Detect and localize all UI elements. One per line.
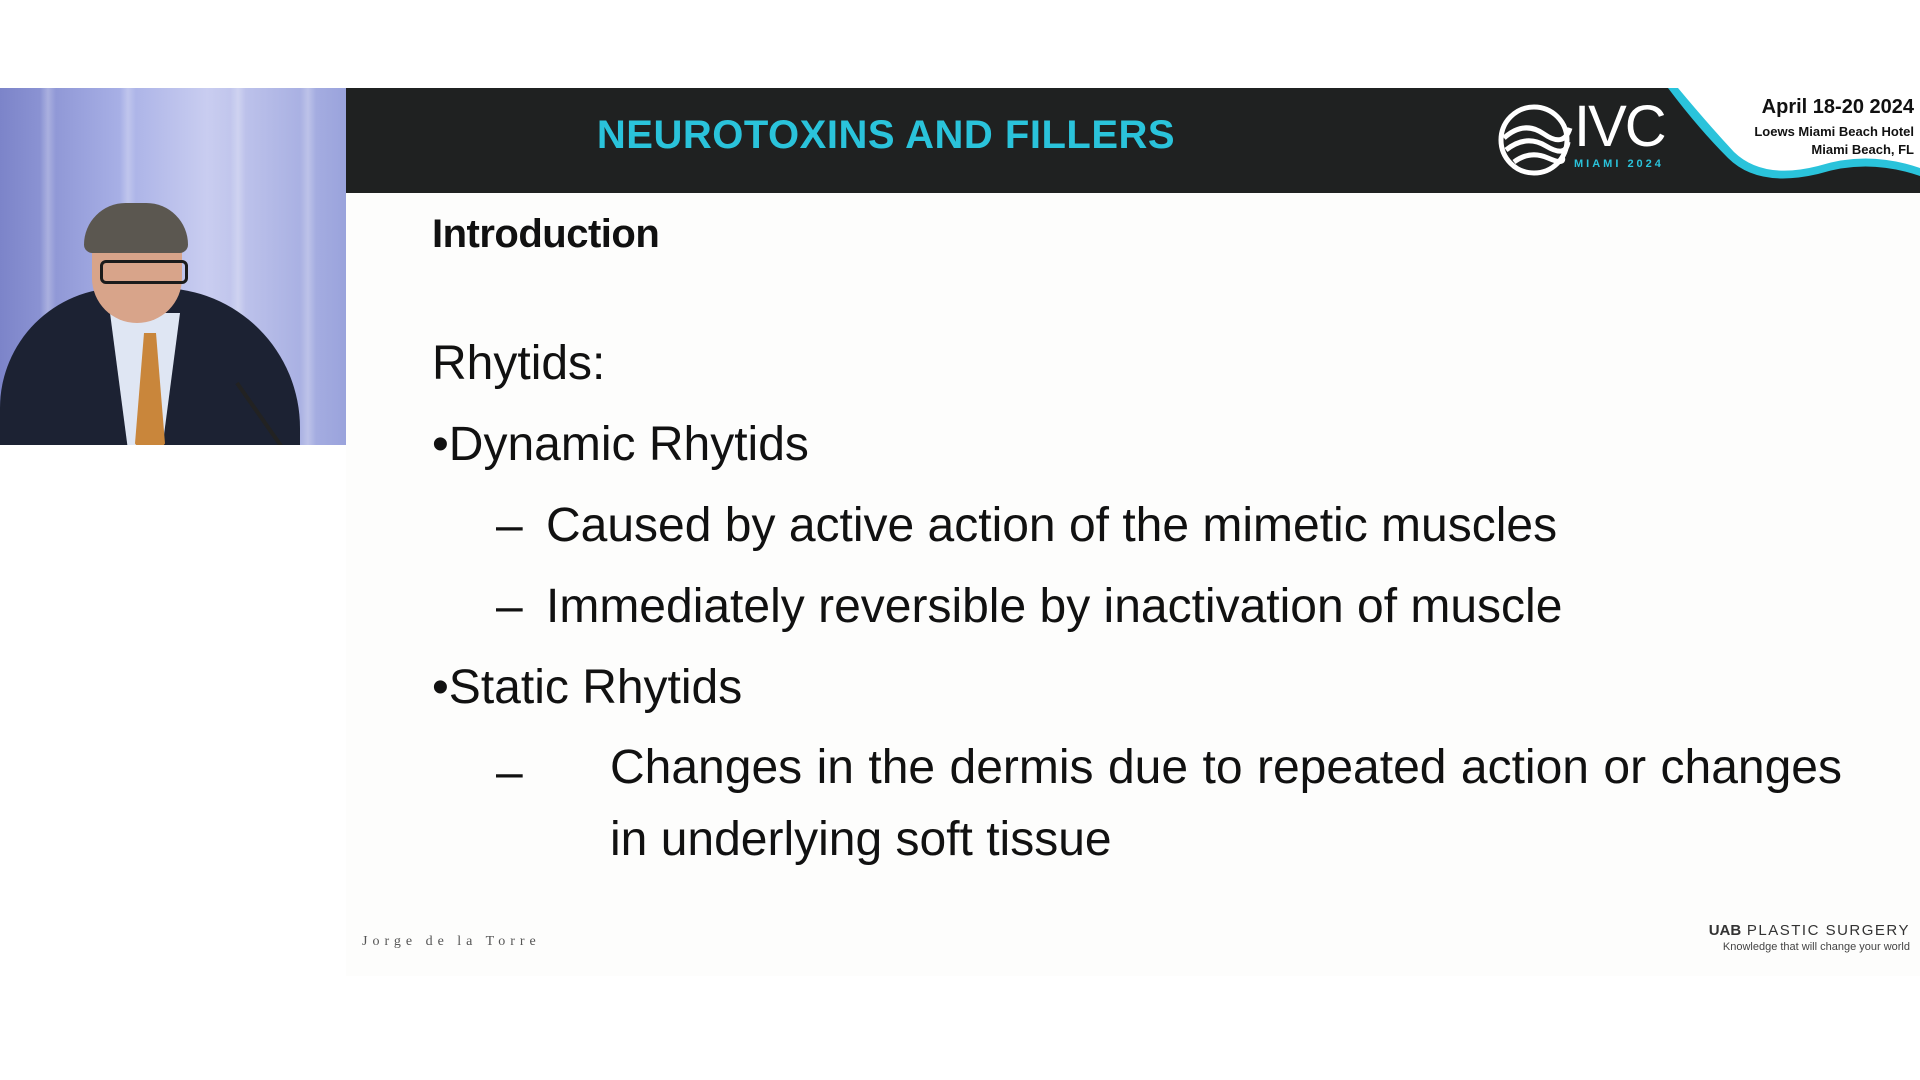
dash-marker: –: [496, 580, 523, 633]
uab-logo: [1709, 922, 1910, 953]
presenter-name: Jorge de la Torre: [362, 934, 541, 949]
logo-text: IVC: [1574, 94, 1665, 159]
dash-marker: –: [496, 499, 523, 552]
uab-brand-line: [1709, 922, 1910, 939]
event-badge: [1668, 88, 1920, 188]
slide-heading: Rhytids:: [432, 337, 606, 390]
sub-bullet-text: Changes in the dermis due to repeated action or changes in underlying soft tissue: [610, 741, 1842, 866]
sub-bullet: [432, 566, 1842, 647]
bullet-static: •Static Rhytids: [432, 661, 743, 714]
event-dates: April 18-20 2024: [1761, 96, 1914, 118]
bullet-dynamic: •Dynamic Rhytids: [432, 418, 809, 471]
uab-brand-bold: UAB: [1708, 922, 1742, 939]
dash-marker: –: [496, 746, 523, 799]
section-title: Introduction: [432, 212, 660, 256]
logo-subtext: MIAMI 2024: [1574, 158, 1664, 170]
speaker-glasses: [100, 260, 188, 284]
uab-tagline: Knowledge that will change your world: [1722, 941, 1910, 953]
sub-bullet: [432, 485, 1842, 566]
speaker-hair: [84, 203, 188, 253]
sub-bullet-text: Caused by active action of the mimetic muscles: [546, 499, 1558, 552]
slide-banner: [346, 88, 1920, 193]
speaker-video-inset: [0, 88, 346, 445]
event-location: Miami Beach, FL: [1811, 142, 1914, 157]
event-venue: Loews Miami Beach Hotel: [1754, 124, 1914, 139]
presentation-slide: [346, 88, 1920, 976]
sub-bullet-text: Immediately reversible by inactivation of muscle: [546, 580, 1563, 633]
uab-brand-text: PLASTIC SURGERY: [1746, 922, 1910, 939]
sub-bullet: [432, 732, 1842, 876]
slide-body: [432, 323, 1842, 876]
banner-title: NEUROTOXINS AND FILLERS: [596, 113, 1176, 157]
curtain-fold: [300, 88, 316, 445]
